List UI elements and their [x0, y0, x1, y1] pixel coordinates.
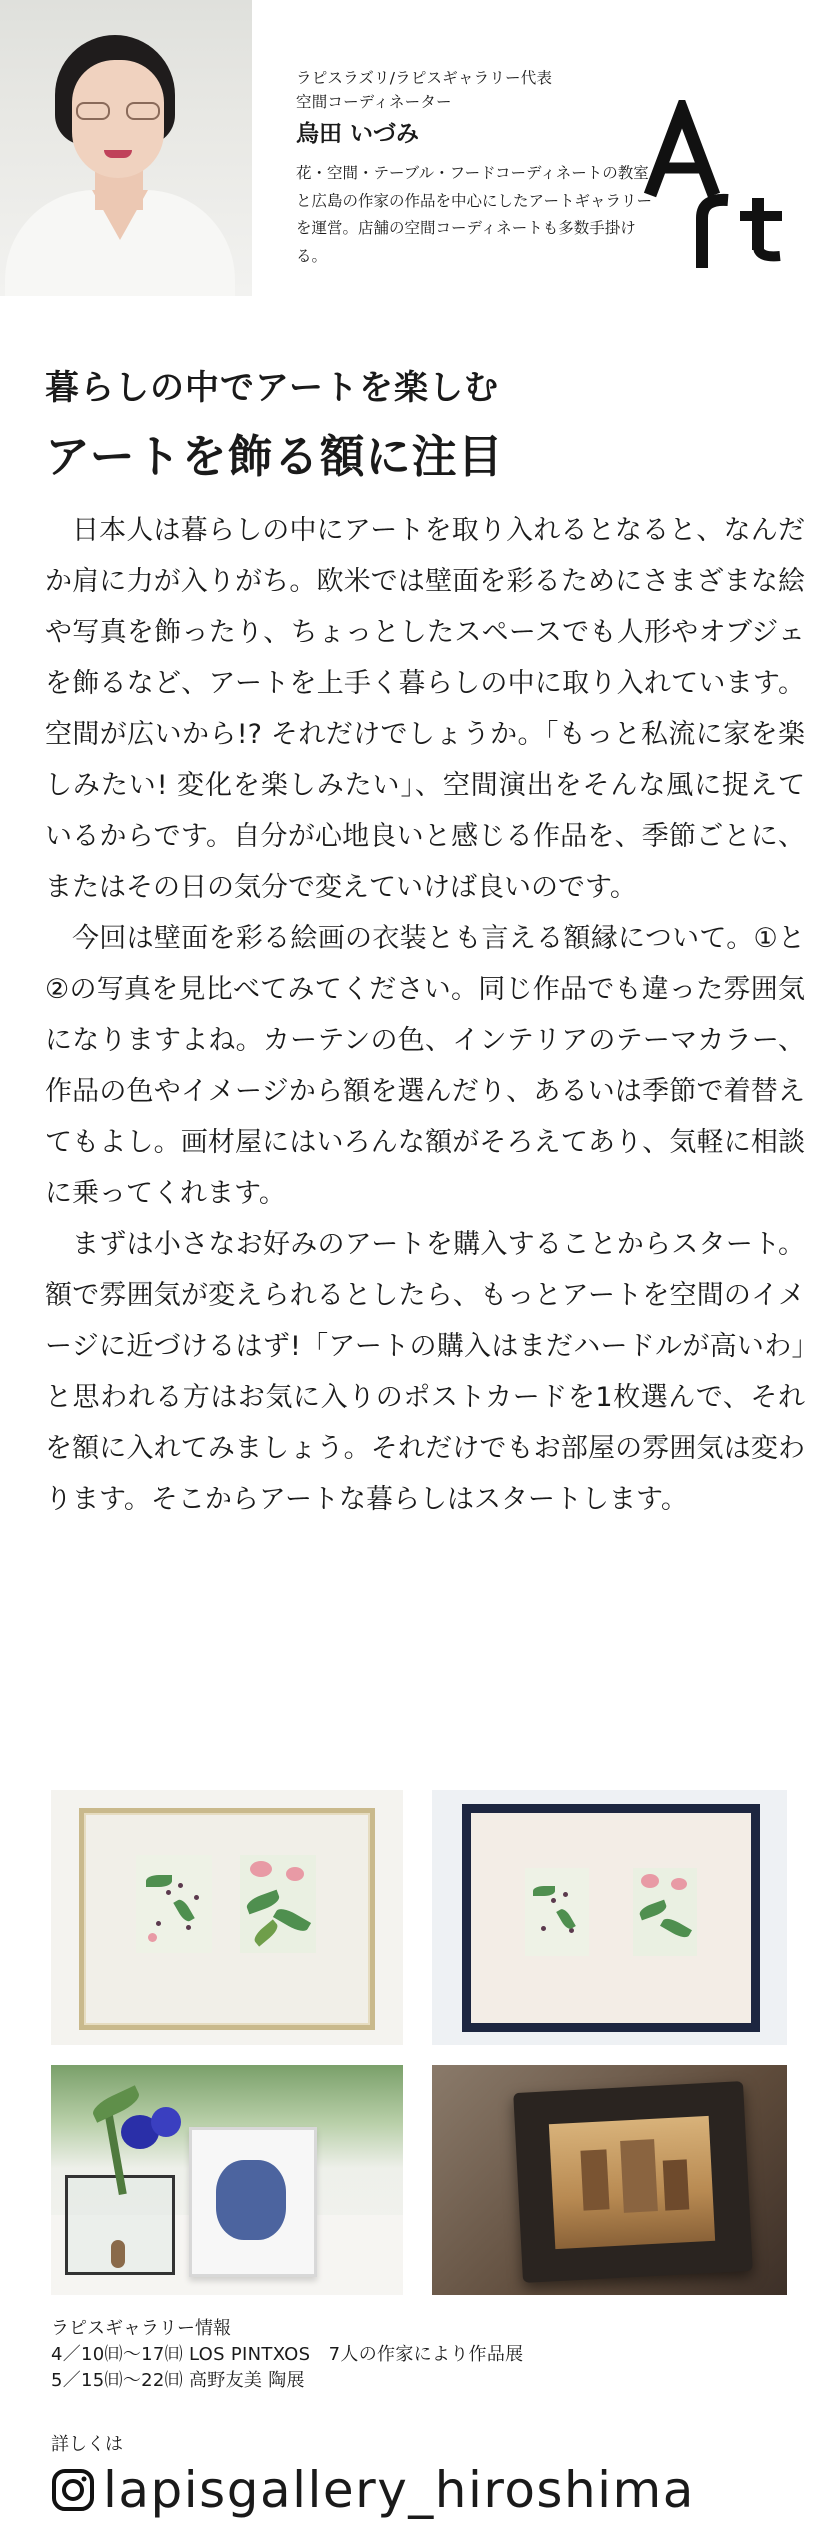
article-paragraph: 今回は壁面を彩る絵画の衣装とも言える額縁について。①と②の写真を見比べてみてください。同じ作品でも違った雰囲気になりますよね。カーテンの色、インテリアのテーマカラー、作品の色やイメージから額を選んだり、あるいは季節で着替えてもよし。画材屋にはいろんな額がそろえてあり、気軽に相談に乗ってくれます。	[45, 923, 805, 1209]
photo-navy-frame	[432, 1790, 787, 2045]
photo-gold-frame	[51, 1790, 403, 2045]
art-logo	[640, 100, 790, 275]
author-header	[0, 0, 825, 300]
author-title: 空間コーディネーター	[296, 93, 452, 111]
article-subheading: 暮らしの中でアートを楽しむ	[45, 368, 499, 408]
instagram-link[interactable]	[51, 2460, 695, 2520]
author-profile	[296, 66, 656, 270]
author-portrait	[0, 0, 252, 296]
photo-flowers-interior	[51, 2065, 403, 2295]
more-info-label: 詳しくは	[51, 2434, 123, 2455]
photo-antique-frame	[432, 2065, 787, 2295]
event-item: 5／15㈰〜22㈰ 高野友美 陶展	[51, 2370, 305, 2391]
article-paragraph: まずは小さなお好みのアートを購入することからスタート。額で雰囲気が変えられるとしたら、もっとアートを空間のイメージに近づけるはず!「アートの購入はまだハードルが高いわ」と思われる方はお気に入りのポストカードを1枚選んで、それを額に入れてみましょう。それだけでもお部屋の雰囲気は変わります。そこからアートな暮らしはスタートします。	[45, 1229, 805, 1515]
instagram-handle: lapisgallery_hiroshima	[103, 2461, 695, 2519]
gallery-info	[51, 2316, 791, 2394]
instagram-icon	[51, 2468, 95, 2512]
author-name: 烏田 いづみ	[296, 121, 420, 147]
article-heading: アートを飾る額に注目	[45, 430, 504, 483]
article-body	[45, 505, 805, 1525]
author-bio: 花・空間・テーブル・フードコーディネートの教室と広島の作家の作品を中心にしたアートギャラリーを運営。店舗の空間コーディネートも多数手掛ける。	[296, 164, 653, 265]
author-role: ラピスラズリ/ラピスギャラリー代表	[296, 69, 553, 87]
gallery-info-title: ラピスギャラリー情報	[51, 2318, 231, 2339]
article-paragraph: 日本人は暮らしの中にアートを取り入れるとなると、なんだか肩に力が入りがち。欧米では壁面を彩るためにさまざまな絵や写真を飾ったり、ちょっとしたスペースでも人形やオブジェを飾るなど、アートを上手く暮らしの中に取り入れています。空間が広いから!? それだけでしょうか。「もっと私流に家を楽しみたい! 変化を楽しみたい」、空間演出をそんな風に捉えているからです。自分が心地良いと感じる作品を、季節ごとに、またはその日の気分で変えていけば良いのです。	[45, 515, 805, 903]
event-item: 4／10㈰〜17㈰ LOS PINTXOS 7人の作家により作品展	[51, 2344, 524, 2365]
